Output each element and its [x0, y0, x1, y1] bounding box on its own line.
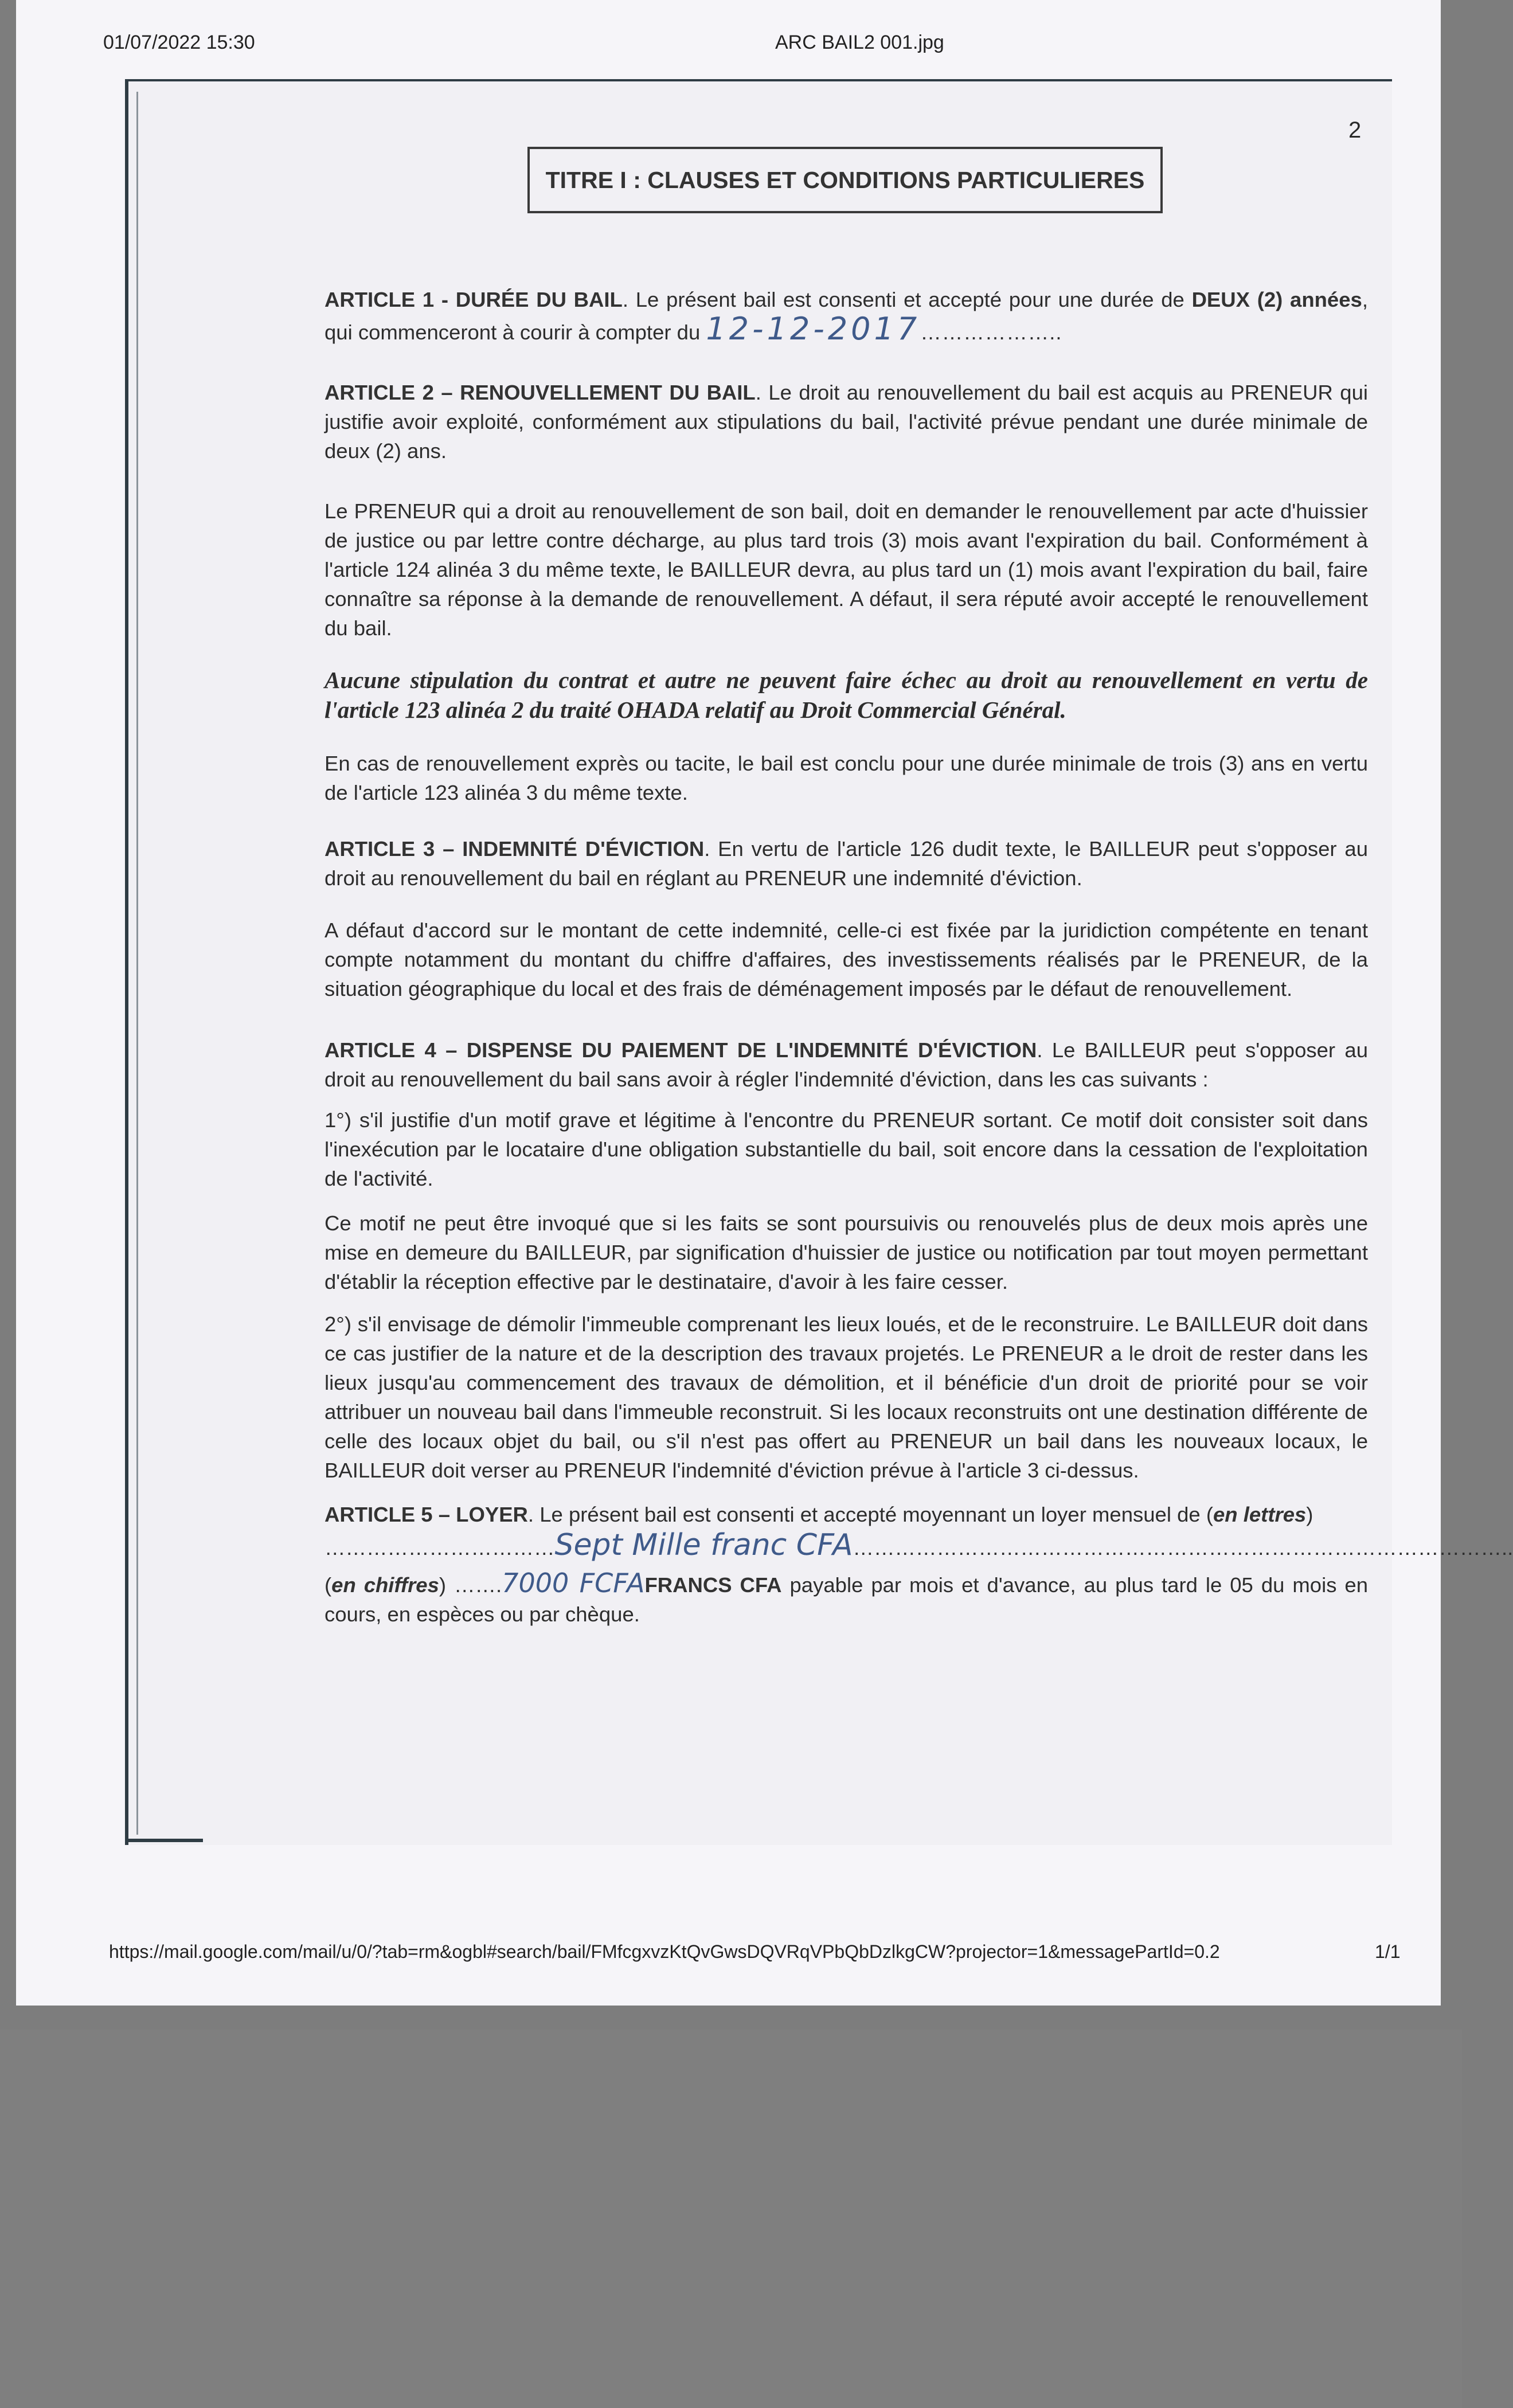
scan-edge-inner — [136, 92, 138, 1835]
section-title: TITRE I : CLAUSES ET CONDITIONS PARTICULIERES — [527, 147, 1163, 213]
scan-edge-left — [125, 79, 128, 1845]
print-page-count: 1/1 — [1375, 1941, 1401, 1962]
handwritten-amount-letters: Sept Mille franc CFA — [554, 1528, 853, 1562]
article-2-heading: ARTICLE 2 – RENOUVELLEMENT DU BAIL — [325, 381, 756, 404]
print-timestamp: 01/07/2022 15:30 — [103, 32, 255, 53]
source-url: https://mail.google.com/mail/u/0/?tab=rm&ogbl#search/bail/FMfcgxvzKtQvGwsDQVRqVPbQbDzlkgCW?projector=1&messagePartId=0.2 — [109, 1941, 1220, 1962]
article-1-heading: ARTICLE 1 - DURÉE DU BAIL — [325, 288, 623, 311]
article-3-paragraph-2: A défaut d'accord sur le montant de cette indemnité, celle-ci est fixée par la juridiction compétente en tenant compte notamment du montant du chiffre d'affaires, des investissements réalisés par le PRENEUR, de la situation géographique du local et des frais de déménagement imposés par le défaut de renouvellement. — [325, 918, 1368, 1000]
article-2-paragraph-2: Le PRENEUR qui a droit au renouvellement de son bail, doit en demander le renouvellement par acte d'huissier de justice ou par lettre contre décharge, au plus tard trois (3) mois avant l'expiration du bail. Conformément à l'article 124 alinéa 3 du même texte, le BAILLEUR devra, au plus tard un (1) mois avant l'expiration du bail, faire connaître sa réponse à la demande de renouvellement. A défaut, il sera réputé avoir accepté le renouvellement du bail. — [325, 499, 1368, 640]
article-2: ARTICLE 2 – RENOUVELLEMENT DU BAIL. Le droit au renouvellement du bail est acquis au PRENEUR qui justifie avoir exploité, conformément aux stipulations du bail, l'activité prévue pendant une durée minimale de deux (2) ans. — [325, 381, 1368, 463]
article-5: ARTICLE 5 – LOYER. Le présent bail est consenti et accepté moyennant un loyer mensuel de (en lettres) — [325, 1503, 1313, 1526]
article-4-case-1: 1°) s'il justifie d'un motif grave et légitime à l'encontre du PRENEUR sortant. Ce motif doit consister soit dans l'inexécution par le locataire d'une obligation substantielle du bail, soit encore dans la cessation de l'exploitation de l'activité. — [325, 1108, 1368, 1190]
print-filename: ARC BAIL2 001.jpg — [775, 32, 944, 53]
article-1: ARTICLE 1 - DURÉE DU BAIL. Le présent bail est consenti et accepté pour une durée de DEUX (2) années, qui commenceront à courir à compter du 12-12-2017……………….. — [325, 288, 1368, 347]
scan-edge-top — [128, 79, 1392, 81]
article-2-paragraph-4: En cas de renouvellement exprès ou tacite, le bail est conclu pour une durée minimale de trois (3) ans en vertu de l'article 123 alinéa 3 du même texte. — [325, 752, 1368, 804]
scan-edge-bottom — [128, 1839, 203, 1842]
article-2-italic-clause: Aucune stipulation du contrat et autre ne peuvent faire échec au droit au renouvellement en vertu de l'article 123 alinéa 2 du traité OHADA relatif au Droit Commercial Général. — [325, 667, 1368, 723]
article-5-heading: ARTICLE 5 – LOYER — [325, 1503, 528, 1526]
scanner-background — [0, 2030, 1462, 2408]
article-3-heading: ARTICLE 3 – INDEMNITÉ D'ÉVICTION — [325, 837, 705, 861]
handwritten-amount-figures: 7000 FCFA — [502, 1567, 645, 1598]
article-4-heading: ARTICLE 4 – DISPENSE DU PAIEMENT DE L'INDEMNITÉ D'ÉVICTION — [325, 1038, 1037, 1062]
article-5-amount-in-letters: ……………………………Sept Mille franc CFA………………………………………………………………………………….. — [325, 1528, 1513, 1562]
article-3: ARTICLE 3 – INDEMNITÉ D'ÉVICTION. En vertu de l'article 126 dudit texte, le BAILLEUR peut s'opposer au droit au renouvellement du bail en réglant au PRENEUR une indemnité d'éviction. — [325, 837, 1368, 890]
article-4-paragraph-3: Ce motif ne peut être invoqué que si les faits se sont poursuivis ou renouvelés plus de deux mois après une mise en demeure du BAILLEUR, par signification d'huissier de justice ou notification par tout moyen permettant d'établir la réception effective par le destinataire, d'avoir à les faire cesser. — [325, 1211, 1368, 1293]
article-4: ARTICLE 4 – DISPENSE DU PAIEMENT DE L'INDEMNITÉ D'ÉVICTION. Le BAILLEUR peut s'opposer au droit au renouvellement du bail sans avoir à régler l'indemnité d'éviction, dans les cas suivants : — [325, 1038, 1369, 1091]
article-4-case-2: 2°) s'il envisage de démolir l'immeuble comprenant les lieux loués, et de le reconstruire. Le BAILLEUR doit dans ce cas justifier de la nature et de la description des travaux projetés. Le PRENEUR a le droit de rester dans les lieux jusqu'au commencement des travaux de démolition, et il bénéficie d'un droit de priorité pour se voir attribuer un nouveau bail dans l'immeuble reconstruit. Si les locaux reconstruits ont une destination différente de celle des locaux objet du bail, ou s'il n'est pas offert au PRENEUR un bail dans les nouveaux locaux, le BAILLEUR doit verser au PRENEUR l'indemnité d'éviction prévue à l'article 3 ci-dessus. — [325, 1312, 1368, 1482]
page-number: 2 — [1348, 118, 1362, 143]
article-5-amount-in-figures: (en chiffres) …….7000 FCFAFRANCS CFA payable par mois et d'avance, au plus tard le 05 du mois en cours, en espèces ou par chèque. — [325, 1567, 1369, 1626]
handwritten-start-date: 12-12-2017 — [706, 311, 921, 347]
